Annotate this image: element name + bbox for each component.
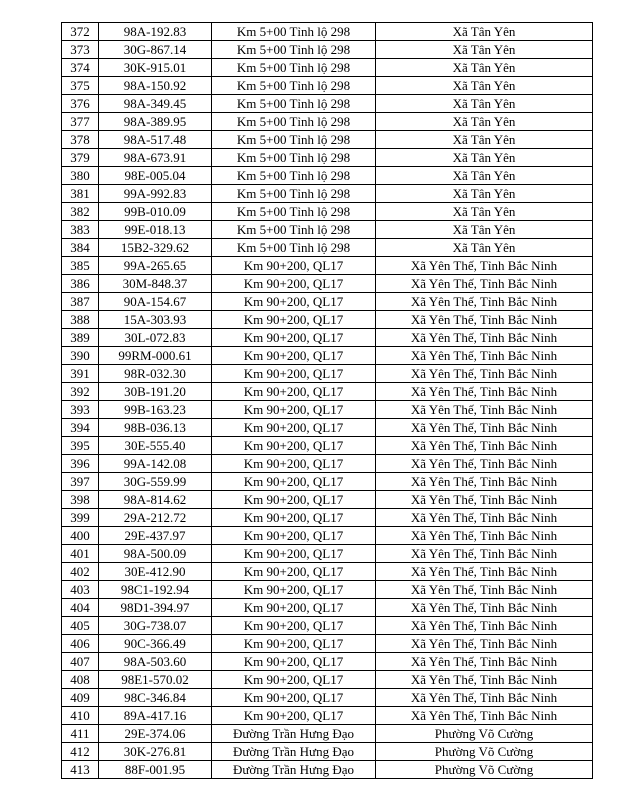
- row-number-cell: 409: [62, 689, 99, 707]
- table-row: [62, 455, 593, 473]
- row-number-cell: 377: [62, 113, 99, 131]
- table-row: [62, 329, 593, 347]
- location-cell: Km 90+200, QL17: [212, 383, 376, 401]
- administrative-unit-cell: Xã Yên Thế, Tỉnh Bắc Ninh: [376, 257, 593, 275]
- row-number-cell: 398: [62, 491, 99, 509]
- table-row: [62, 671, 593, 689]
- row-number-cell: 410: [62, 707, 99, 725]
- row-number-cell: 387: [62, 293, 99, 311]
- location-cell: Km 5+00 Tỉnh lộ 298: [212, 23, 376, 41]
- table-row: [62, 239, 593, 257]
- license-plate-cell: 98A-500.09: [99, 545, 212, 563]
- location-cell: Km 5+00 Tỉnh lộ 298: [212, 95, 376, 113]
- location-cell: Km 90+200, QL17: [212, 293, 376, 311]
- row-number-cell: 400: [62, 527, 99, 545]
- license-plate-cell: 99E-018.13: [99, 221, 212, 239]
- license-plate-cell: 98D1-394.97: [99, 599, 212, 617]
- location-cell: Km 90+200, QL17: [212, 275, 376, 293]
- license-plate-cell: 88F-001.95: [99, 761, 212, 779]
- row-number-cell: 396: [62, 455, 99, 473]
- table-row: [62, 41, 593, 59]
- location-cell: Km 5+00 Tỉnh lộ 298: [212, 131, 376, 149]
- row-number-cell: 385: [62, 257, 99, 275]
- administrative-unit-cell: Xã Yên Thế, Tỉnh Bắc Ninh: [376, 365, 593, 383]
- license-plate-cell: 99A-992.83: [99, 185, 212, 203]
- row-number-cell: 388: [62, 311, 99, 329]
- row-number-cell: 399: [62, 509, 99, 527]
- location-cell: Km 90+200, QL17: [212, 401, 376, 419]
- license-plate-cell: 98A-349.45: [99, 95, 212, 113]
- location-cell: Km 5+00 Tỉnh lộ 298: [212, 239, 376, 257]
- table-row: [62, 437, 593, 455]
- location-cell: Km 90+200, QL17: [212, 473, 376, 491]
- table-row: [62, 203, 593, 221]
- license-plate-cell: 98B-036.13: [99, 419, 212, 437]
- row-number-cell: 376: [62, 95, 99, 113]
- administrative-unit-cell: Xã Yên Thế, Tỉnh Bắc Ninh: [376, 707, 593, 725]
- table-row: [62, 95, 593, 113]
- location-cell: Km 5+00 Tỉnh lộ 298: [212, 185, 376, 203]
- table-row: [62, 725, 593, 743]
- license-plate-cell: 30E-555.40: [99, 437, 212, 455]
- location-cell: Đường Trần Hưng Đạo: [212, 743, 376, 761]
- table-row: [62, 383, 593, 401]
- row-number-cell: 395: [62, 437, 99, 455]
- license-plate-cell: 30K-915.01: [99, 59, 212, 77]
- administrative-unit-cell: Xã Yên Thế, Tỉnh Bắc Ninh: [376, 671, 593, 689]
- table-row: [62, 311, 593, 329]
- administrative-unit-cell: Phường Võ Cường: [376, 761, 593, 779]
- location-cell: Km 90+200, QL17: [212, 257, 376, 275]
- license-plate-cell: 30E-412.90: [99, 563, 212, 581]
- administrative-unit-cell: Xã Yên Thế, Tỉnh Bắc Ninh: [376, 437, 593, 455]
- table-row: [62, 77, 593, 95]
- administrative-unit-cell: Xã Yên Thế, Tỉnh Bắc Ninh: [376, 455, 593, 473]
- table-row: [62, 293, 593, 311]
- table-row: [62, 473, 593, 491]
- row-number-cell: 380: [62, 167, 99, 185]
- license-plate-cell: 99B-163.23: [99, 401, 212, 419]
- table-row: [62, 113, 593, 131]
- table-row: [62, 653, 593, 671]
- license-plate-cell: 30K-276.81: [99, 743, 212, 761]
- location-cell: Km 5+00 Tỉnh lộ 298: [212, 59, 376, 77]
- row-number-cell: 390: [62, 347, 99, 365]
- table-row: [62, 365, 593, 383]
- table-row: [62, 707, 593, 725]
- administrative-unit-cell: Xã Yên Thế, Tỉnh Bắc Ninh: [376, 617, 593, 635]
- location-cell: Đường Trần Hưng Đạo: [212, 725, 376, 743]
- administrative-unit-cell: Xã Tân Yên: [376, 203, 593, 221]
- license-plate-cell: 99A-142.08: [99, 455, 212, 473]
- row-number-cell: 402: [62, 563, 99, 581]
- location-cell: Km 90+200, QL17: [212, 689, 376, 707]
- administrative-unit-cell: Xã Yên Thế, Tỉnh Bắc Ninh: [376, 329, 593, 347]
- row-number-cell: 372: [62, 23, 99, 41]
- row-number-cell: 405: [62, 617, 99, 635]
- location-cell: Km 90+200, QL17: [212, 707, 376, 725]
- row-number-cell: 404: [62, 599, 99, 617]
- license-plate-cell: 30M-848.37: [99, 275, 212, 293]
- license-plate-cell: 30B-191.20: [99, 383, 212, 401]
- row-number-cell: 411: [62, 725, 99, 743]
- location-cell: Km 90+200, QL17: [212, 635, 376, 653]
- location-cell: Km 5+00 Tỉnh lộ 298: [212, 221, 376, 239]
- license-plate-cell: 98A-503.60: [99, 653, 212, 671]
- table-row: [62, 761, 593, 779]
- administrative-unit-cell: Xã Yên Thế, Tỉnh Bắc Ninh: [376, 311, 593, 329]
- administrative-unit-cell: Xã Yên Thế, Tỉnh Bắc Ninh: [376, 401, 593, 419]
- row-number-cell: 412: [62, 743, 99, 761]
- table-row: [62, 401, 593, 419]
- license-plate-cell: 98A-673.91: [99, 149, 212, 167]
- table-row: [62, 221, 593, 239]
- license-plate-cell: 98A-192.83: [99, 23, 212, 41]
- administrative-unit-cell: Xã Yên Thế, Tỉnh Bắc Ninh: [376, 473, 593, 491]
- administrative-unit-cell: Xã Tân Yên: [376, 59, 593, 77]
- license-plate-cell: 30L-072.83: [99, 329, 212, 347]
- administrative-unit-cell: Xã Tân Yên: [376, 167, 593, 185]
- license-plate-cell: 98R-032.30: [99, 365, 212, 383]
- license-plate-cell: 30G-559.99: [99, 473, 212, 491]
- license-plate-cell: 98A-814.62: [99, 491, 212, 509]
- table-row: [62, 491, 593, 509]
- table-row: [62, 509, 593, 527]
- administrative-unit-cell: Xã Tân Yên: [376, 149, 593, 167]
- row-number-cell: 373: [62, 41, 99, 59]
- row-number-cell: 406: [62, 635, 99, 653]
- location-cell: Km 90+200, QL17: [212, 599, 376, 617]
- location-cell: Km 90+200, QL17: [212, 311, 376, 329]
- license-plate-cell: 29E-437.97: [99, 527, 212, 545]
- license-plate-cell: 89A-417.16: [99, 707, 212, 725]
- administrative-unit-cell: Xã Tân Yên: [376, 77, 593, 95]
- row-number-cell: 393: [62, 401, 99, 419]
- location-cell: Km 90+200, QL17: [212, 365, 376, 383]
- administrative-unit-cell: Xã Yên Thế, Tỉnh Bắc Ninh: [376, 545, 593, 563]
- location-cell: Đường Trần Hưng Đạo: [212, 761, 376, 779]
- table-row: [62, 563, 593, 581]
- row-number-cell: 392: [62, 383, 99, 401]
- location-cell: Km 90+200, QL17: [212, 329, 376, 347]
- license-plate-cell: 98E1-570.02: [99, 671, 212, 689]
- location-cell: Km 5+00 Tỉnh lộ 298: [212, 203, 376, 221]
- location-cell: Km 90+200, QL17: [212, 437, 376, 455]
- row-number-cell: 389: [62, 329, 99, 347]
- location-cell: Km 90+200, QL17: [212, 509, 376, 527]
- administrative-unit-cell: Xã Tân Yên: [376, 41, 593, 59]
- administrative-unit-cell: Xã Tân Yên: [376, 113, 593, 131]
- administrative-unit-cell: Xã Yên Thế, Tỉnh Bắc Ninh: [376, 491, 593, 509]
- records-table: [61, 22, 593, 779]
- administrative-unit-cell: Xã Yên Thế, Tỉnh Bắc Ninh: [376, 509, 593, 527]
- location-cell: Km 5+00 Tỉnh lộ 298: [212, 113, 376, 131]
- license-plate-cell: 15A-303.93: [99, 311, 212, 329]
- license-plate-cell: 99A-265.65: [99, 257, 212, 275]
- administrative-unit-cell: Xã Tân Yên: [376, 23, 593, 41]
- location-cell: Km 5+00 Tỉnh lộ 298: [212, 167, 376, 185]
- row-number-cell: 413: [62, 761, 99, 779]
- table-row: [62, 257, 593, 275]
- license-plate-cell: 98A-517.48: [99, 131, 212, 149]
- administrative-unit-cell: Xã Yên Thế, Tỉnh Bắc Ninh: [376, 383, 593, 401]
- table-row: [62, 527, 593, 545]
- license-plate-cell: 99B-010.09: [99, 203, 212, 221]
- table-row: [62, 689, 593, 707]
- location-cell: Km 90+200, QL17: [212, 527, 376, 545]
- records-table-body: [62, 23, 593, 779]
- administrative-unit-cell: Xã Yên Thế, Tỉnh Bắc Ninh: [376, 635, 593, 653]
- row-number-cell: 381: [62, 185, 99, 203]
- license-plate-cell: 98C-346.84: [99, 689, 212, 707]
- license-plate-cell: 15B2-329.62: [99, 239, 212, 257]
- location-cell: Km 90+200, QL17: [212, 347, 376, 365]
- row-number-cell: 397: [62, 473, 99, 491]
- row-number-cell: 401: [62, 545, 99, 563]
- table-row: [62, 167, 593, 185]
- administrative-unit-cell: Xã Tân Yên: [376, 131, 593, 149]
- administrative-unit-cell: Xã Yên Thế, Tỉnh Bắc Ninh: [376, 689, 593, 707]
- table-row: [62, 419, 593, 437]
- administrative-unit-cell: Xã Yên Thế, Tỉnh Bắc Ninh: [376, 293, 593, 311]
- location-cell: Km 90+200, QL17: [212, 491, 376, 509]
- table-row: [62, 581, 593, 599]
- administrative-unit-cell: Xã Yên Thế, Tỉnh Bắc Ninh: [376, 347, 593, 365]
- table-row: [62, 275, 593, 293]
- administrative-unit-cell: Xã Yên Thế, Tỉnh Bắc Ninh: [376, 419, 593, 437]
- license-plate-cell: 99RM-000.61: [99, 347, 212, 365]
- location-cell: Km 90+200, QL17: [212, 617, 376, 635]
- location-cell: Km 90+200, QL17: [212, 671, 376, 689]
- table-row: [62, 617, 593, 635]
- location-cell: Km 90+200, QL17: [212, 545, 376, 563]
- table-row: [62, 599, 593, 617]
- administrative-unit-cell: Phường Võ Cường: [376, 725, 593, 743]
- license-plate-cell: 29E-374.06: [99, 725, 212, 743]
- location-cell: Km 5+00 Tỉnh lộ 298: [212, 41, 376, 59]
- location-cell: Km 5+00 Tỉnh lộ 298: [212, 77, 376, 95]
- table-row: [62, 23, 593, 41]
- table-row: [62, 545, 593, 563]
- administrative-unit-cell: Xã Yên Thế, Tỉnh Bắc Ninh: [376, 275, 593, 293]
- administrative-unit-cell: Phường Võ Cường: [376, 743, 593, 761]
- row-number-cell: 394: [62, 419, 99, 437]
- table-row: [62, 59, 593, 77]
- license-plate-cell: 98A-150.92: [99, 77, 212, 95]
- row-number-cell: 384: [62, 239, 99, 257]
- row-number-cell: 375: [62, 77, 99, 95]
- administrative-unit-cell: Xã Yên Thế, Tỉnh Bắc Ninh: [376, 653, 593, 671]
- table-row: [62, 347, 593, 365]
- location-cell: Km 90+200, QL17: [212, 563, 376, 581]
- row-number-cell: 382: [62, 203, 99, 221]
- row-number-cell: 386: [62, 275, 99, 293]
- location-cell: Km 90+200, QL17: [212, 581, 376, 599]
- administrative-unit-cell: Xã Yên Thế, Tỉnh Bắc Ninh: [376, 599, 593, 617]
- administrative-unit-cell: Xã Tân Yên: [376, 221, 593, 239]
- license-plate-cell: 30G-867.14: [99, 41, 212, 59]
- row-number-cell: 374: [62, 59, 99, 77]
- administrative-unit-cell: Xã Tân Yên: [376, 95, 593, 113]
- license-plate-cell: 90A-154.67: [99, 293, 212, 311]
- table-row: [62, 131, 593, 149]
- administrative-unit-cell: Xã Yên Thế, Tỉnh Bắc Ninh: [376, 563, 593, 581]
- license-plate-cell: 90C-366.49: [99, 635, 212, 653]
- table-row: [62, 635, 593, 653]
- table-row: [62, 185, 593, 203]
- license-plate-cell: 98E-005.04: [99, 167, 212, 185]
- license-plate-cell: 29A-212.72: [99, 509, 212, 527]
- row-number-cell: 383: [62, 221, 99, 239]
- row-number-cell: 378: [62, 131, 99, 149]
- license-plate-cell: 30G-738.07: [99, 617, 212, 635]
- row-number-cell: 407: [62, 653, 99, 671]
- row-number-cell: 379: [62, 149, 99, 167]
- administrative-unit-cell: Xã Yên Thế, Tỉnh Bắc Ninh: [376, 527, 593, 545]
- location-cell: Km 5+00 Tỉnh lộ 298: [212, 149, 376, 167]
- location-cell: Km 90+200, QL17: [212, 653, 376, 671]
- administrative-unit-cell: Xã Tân Yên: [376, 239, 593, 257]
- location-cell: Km 90+200, QL17: [212, 419, 376, 437]
- table-row: [62, 149, 593, 167]
- license-plate-cell: 98A-389.95: [99, 113, 212, 131]
- license-plate-cell: 98C1-192.94: [99, 581, 212, 599]
- administrative-unit-cell: Xã Tân Yên: [376, 185, 593, 203]
- administrative-unit-cell: Xã Yên Thế, Tỉnh Bắc Ninh: [376, 581, 593, 599]
- table-row: [62, 743, 593, 761]
- row-number-cell: 391: [62, 365, 99, 383]
- row-number-cell: 408: [62, 671, 99, 689]
- location-cell: Km 90+200, QL17: [212, 455, 376, 473]
- row-number-cell: 403: [62, 581, 99, 599]
